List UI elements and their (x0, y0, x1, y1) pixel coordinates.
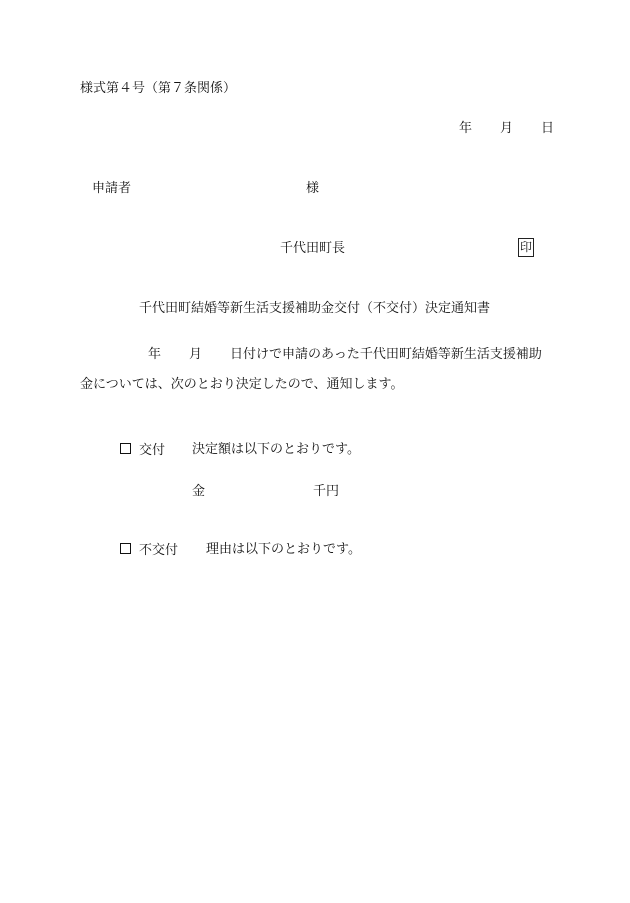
document-title: 千代田町結婚等新生活支援補助金交付（不交付）決定通知書 (139, 301, 491, 316)
date-day-label: 日 (541, 121, 555, 136)
grant-checkbox[interactable] (120, 443, 131, 454)
body-year-label: 年 (148, 347, 162, 362)
applicant-label: 申請者 (92, 181, 132, 196)
amount-prefix: 金 (192, 484, 206, 499)
body-line-1 (148, 348, 542, 361)
non-grant-description: 理由は以下のとおりです。 (206, 542, 361, 557)
non-grant-checkbox[interactable] (120, 543, 131, 554)
seal-mark: 印 (518, 238, 534, 257)
applicant-honorific: 様 (306, 181, 320, 196)
body-line-2: 金については、次のとおり決定したので、通知します。 (80, 377, 404, 392)
date-line (459, 122, 554, 135)
amount-unit: 千円 (313, 484, 340, 499)
grant-label: 交付 (139, 443, 166, 458)
date-month-label: 月 (500, 121, 514, 136)
form-number: 様式第４号（第７条関係） (80, 81, 237, 96)
body-line-1-text: 日付けで申請のあった千代田町結婚等新生活支援補助 (230, 347, 542, 362)
grant-option[interactable] (120, 443, 165, 457)
non-grant-label: 不交付 (139, 543, 179, 558)
date-year-label: 年 (459, 121, 473, 136)
issuer-name: 千代田町長 (280, 241, 346, 256)
body-month-label: 月 (189, 347, 203, 362)
non-grant-option[interactable] (120, 543, 178, 557)
grant-description: 決定額は以下のとおりです。 (192, 442, 360, 457)
